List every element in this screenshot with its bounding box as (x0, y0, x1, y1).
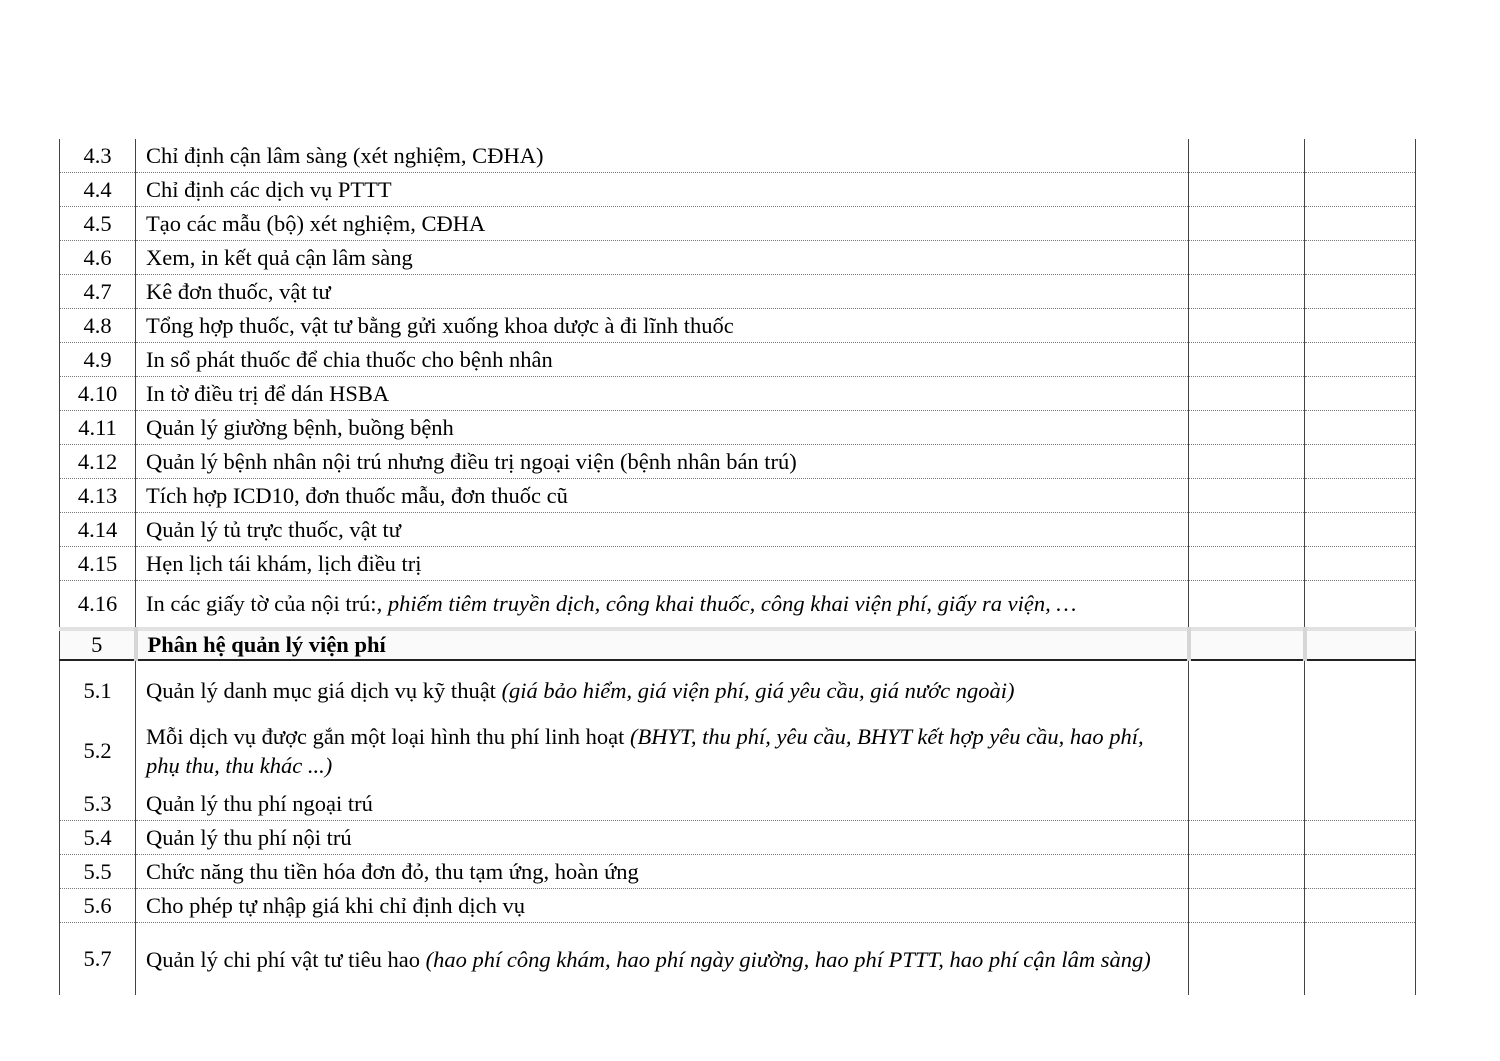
section-number: 5 (60, 629, 136, 660)
row-note: (giá bảo hiểm, giá viện phí, giá yêu cầu, giá nước ngoài) (501, 678, 1015, 703)
empty-cell (1189, 411, 1305, 445)
row-number: 4.11 (60, 411, 136, 445)
table-row (60, 821, 1416, 855)
empty-cell (1305, 660, 1416, 715)
row-description: Chỉ định cận lâm sàng (xét nghiệm, CĐHA) (136, 139, 1189, 173)
empty-cell (1305, 715, 1416, 787)
table-row (60, 377, 1416, 411)
row-description: Tích hợp ICD10, đơn thuốc mẫu, đơn thuốc cũ (136, 479, 1189, 513)
row-description: Quản lý tủ trực thuốc, vật tư (136, 513, 1189, 547)
row-description: Quản lý chi phí vật tư tiêu hao (hao phí công khám, hao phí ngày giường, hao phí PTTT, hao phí cận lâm sàng) (136, 923, 1189, 996)
row-number: 4.14 (60, 513, 136, 547)
table-row (60, 581, 1416, 630)
empty-cell (1189, 889, 1305, 923)
empty-cell (1189, 855, 1305, 889)
row-number: 5.1 (60, 660, 136, 715)
empty-cell (1189, 173, 1305, 207)
empty-cell (1189, 309, 1305, 343)
empty-cell (1189, 139, 1305, 173)
empty-cell (1305, 207, 1416, 241)
empty-cell (1305, 581, 1416, 630)
empty-cell (1305, 275, 1416, 309)
empty-cell (1305, 377, 1416, 411)
row-description: Tạo các mẫu (bộ) xét nghiệm, CĐHA (136, 207, 1189, 241)
empty-cell (1189, 787, 1305, 821)
row-number: 5.7 (60, 923, 136, 996)
row-description: Tổng hợp thuốc, vật tư bằng gửi xuống khoa dược à đi lĩnh thuốc (136, 309, 1189, 343)
empty-cell (1305, 173, 1416, 207)
empty-cell (1189, 629, 1305, 660)
empty-cell (1189, 923, 1305, 996)
row-description: Quản lý thu phí nội trú (136, 821, 1189, 855)
empty-cell (1305, 855, 1416, 889)
row-description: In sổ phát thuốc để chia thuốc cho bệnh nhân (136, 343, 1189, 377)
row-description: Hẹn lịch tái khám, lịch điều trị (136, 547, 1189, 581)
table-row (60, 309, 1416, 343)
empty-cell (1305, 821, 1416, 855)
row-number: 5.2 (60, 715, 136, 787)
empty-cell (1305, 241, 1416, 275)
empty-cell (1189, 343, 1305, 377)
empty-cell (1305, 889, 1416, 923)
row-number: 4.9 (60, 343, 136, 377)
empty-cell (1189, 377, 1305, 411)
empty-cell (1305, 479, 1416, 513)
table-row (60, 479, 1416, 513)
table-row (60, 513, 1416, 547)
row-description: Quản lý bệnh nhân nội trú nhưng điều trị ngoại viện (bệnh nhân bán trú) (136, 445, 1189, 479)
table-row (60, 173, 1416, 207)
empty-cell (1189, 445, 1305, 479)
row-description: Mỗi dịch vụ được gắn một loại hình thu phí linh hoạt (BHYT, thu phí, yêu cầu, BHYT kết hợp yêu cầu, hao phí, phụ thu, thu khác ...) (136, 715, 1189, 787)
table-row (60, 855, 1416, 889)
empty-cell (1189, 581, 1305, 630)
empty-cell (1189, 821, 1305, 855)
row-description: Chỉ định các dịch vụ PTTT (136, 173, 1189, 207)
row-number: 4.5 (60, 207, 136, 241)
row-number: 4.3 (60, 139, 136, 173)
empty-cell (1305, 923, 1416, 996)
section-header-row (60, 629, 1416, 660)
row-number: 5.5 (60, 855, 136, 889)
row-note: (BHYT, thu phí, yêu cầu, BHYT kết hợp yêu cầu, hao phí, phụ thu, thu khác ...) (146, 724, 1144, 778)
empty-cell (1305, 513, 1416, 547)
row-number: 4.13 (60, 479, 136, 513)
table-row (60, 445, 1416, 479)
empty-cell (1305, 411, 1416, 445)
table-row (60, 787, 1416, 821)
row-number: 4.8 (60, 309, 136, 343)
row-note: (hao phí công khám, hao phí ngày giường, hao phí PTTT, hao phí cận lâm sàng) (425, 946, 1151, 972)
row-number: 4.15 (60, 547, 136, 581)
table-row (60, 715, 1416, 787)
table-row (60, 547, 1416, 581)
row-number: 4.7 (60, 275, 136, 309)
table-row (60, 275, 1416, 309)
empty-cell (1305, 309, 1416, 343)
empty-cell (1305, 139, 1416, 173)
empty-cell (1189, 479, 1305, 513)
empty-cell (1305, 787, 1416, 821)
row-description: Xem, in kết quả cận lâm sàng (136, 241, 1189, 275)
empty-cell (1189, 207, 1305, 241)
row-number: 4.16 (60, 581, 136, 630)
table-row (60, 889, 1416, 923)
table-row (60, 411, 1416, 445)
table-row (60, 241, 1416, 275)
empty-cell (1189, 547, 1305, 581)
row-description: In tờ điều trị để dán HSBA (136, 377, 1189, 411)
empty-cell (1305, 343, 1416, 377)
row-description: Kê đơn thuốc, vật tư (136, 275, 1189, 309)
empty-cell (1305, 629, 1416, 660)
row-number: 4.6 (60, 241, 136, 275)
row-number: 4.10 (60, 377, 136, 411)
table-row (60, 207, 1416, 241)
empty-cell (1189, 241, 1305, 275)
empty-cell (1189, 660, 1305, 715)
table-row (60, 139, 1416, 173)
table-row (60, 660, 1416, 715)
empty-cell (1305, 547, 1416, 581)
empty-cell (1189, 715, 1305, 787)
table-row (60, 343, 1416, 377)
section-title: Phân hệ quản lý viện phí (136, 629, 1189, 660)
row-description: Chức năng thu tiền hóa đơn đỏ, thu tạm ứng, hoàn ứng (136, 855, 1189, 889)
table-row (60, 923, 1416, 996)
empty-cell (1189, 275, 1305, 309)
row-note: , phiếm tiêm truyền dịch, công khai thuốc, công khai viện phí, giấy ra viện, … (376, 591, 1077, 616)
row-number: 4.12 (60, 445, 136, 479)
row-number: 5.3 (60, 787, 136, 821)
row-description: Quản lý danh mục giá dịch vụ kỹ thuật (giá bảo hiểm, giá viện phí, giá yêu cầu, giá nước ngoài) (136, 660, 1189, 715)
row-description: Quản lý giường bệnh, buồng bệnh (136, 411, 1189, 445)
row-description: Quản lý thu phí ngoại trú (136, 787, 1189, 821)
empty-cell (1189, 513, 1305, 547)
row-number: 4.4 (60, 173, 136, 207)
row-number: 5.6 (60, 889, 136, 923)
row-description: Cho phép tự nhập giá khi chỉ định dịch vụ (136, 889, 1189, 923)
row-description: In các giấy tờ của nội trú:, phiếm tiêm truyền dịch, công khai thuốc, công khai viện phí, giấy ra viện, … (136, 581, 1189, 630)
empty-cell (1305, 445, 1416, 479)
row-number: 5.4 (60, 821, 136, 855)
requirements-table (59, 139, 1416, 995)
